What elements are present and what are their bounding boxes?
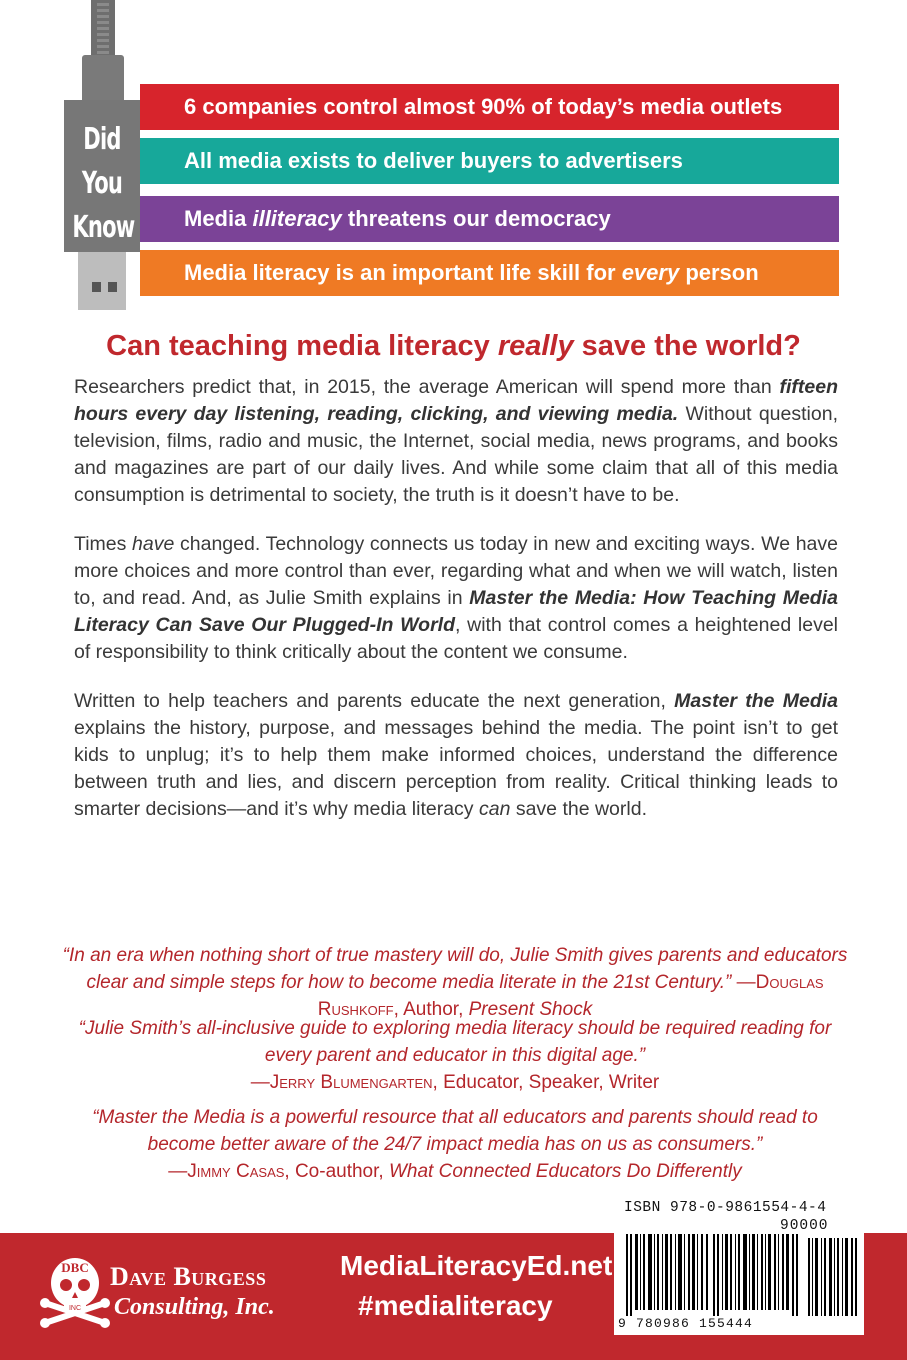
usb-connector-tip bbox=[78, 252, 126, 310]
website-url[interactable]: MediaLiteracyEd.net bbox=[340, 1250, 613, 1281]
fact-bar-companies bbox=[140, 84, 839, 130]
text: Without question, television, films, radio and music, the Internet, social media, news programs, and books and magazines are part of our daily lives. And while some claim that all of this media consumption is detrimental to society, the truth is it doesn’t have to be. bbox=[74, 403, 838, 506]
fact-text: 6 companies control almost 90% of today’s media outlets bbox=[184, 94, 783, 119]
did-you-know-line-2: You bbox=[81, 166, 123, 201]
price-addon-label: 90000 bbox=[780, 1218, 829, 1234]
publisher-subtitle: Consulting, Inc. bbox=[114, 1294, 275, 1320]
publisher-name: Dave Burgess bbox=[110, 1262, 267, 1291]
usb-neck bbox=[82, 55, 124, 100]
quote-work: What Connected Educators Do Differently bbox=[388, 1161, 742, 1182]
pirate-skull-logo-icon bbox=[40, 1248, 110, 1328]
headline-emphasis: really bbox=[497, 330, 574, 362]
fact-bar-life-skill bbox=[140, 250, 839, 296]
headline bbox=[0, 330, 907, 363]
headline-text: Can teaching media literacy bbox=[106, 330, 498, 362]
quote-dash: — bbox=[250, 1072, 270, 1093]
fact-emphasis: illiteracy bbox=[252, 206, 342, 231]
text: Written to help teachers and parents educate the next generation, bbox=[74, 690, 675, 712]
quote-author: Douglas Rushkoff bbox=[317, 972, 824, 1020]
testimonial-casas bbox=[60, 1104, 850, 1185]
italic-emphasis: have bbox=[132, 533, 175, 555]
fact-bar-advertisers bbox=[140, 138, 839, 184]
testimonial-rushkoff bbox=[60, 942, 850, 1023]
quote-dash: — bbox=[731, 972, 756, 993]
quote-text: “Julie Smith’s all-inclusive guide to exploring media literacy should be required reading for every parent and educator in this digital age.” bbox=[78, 1018, 832, 1066]
paragraph-1 bbox=[74, 374, 838, 509]
usb-cable bbox=[91, 0, 115, 55]
fact-emphasis: every bbox=[621, 260, 680, 285]
usb-slot-icon bbox=[108, 282, 117, 292]
isbn-label: ISBN 978-0-9861554-4-4 bbox=[624, 1200, 827, 1216]
fact-text: person bbox=[679, 260, 759, 285]
quote-role: , Educator, Speaker, Writer bbox=[432, 1072, 660, 1093]
headline-text: save the world? bbox=[573, 330, 801, 362]
fact-text: threatens our democracy bbox=[341, 206, 611, 231]
quote-author: Jerry Blumengarten bbox=[269, 1072, 433, 1093]
fact-text: All media exists to deliver buyers to advertisers bbox=[184, 148, 683, 173]
quote-text: “Master the Media is a powerful resource that all educators and parents should read to become better aware of the 24/7 impact media has on us as consumers.” bbox=[92, 1107, 818, 1155]
text: , with that control comes a heightened level of responsibility to think critically about the content we consume. bbox=[74, 614, 838, 663]
did-you-know-label bbox=[72, 118, 135, 250]
fact-bar-democracy bbox=[140, 196, 839, 242]
usb-slot-icon bbox=[92, 282, 101, 292]
text: Times bbox=[74, 533, 133, 555]
bold-emphasis: fifteen hours every day listening, reading, clicking, and viewing media. bbox=[74, 376, 838, 425]
paragraph-2 bbox=[74, 531, 838, 666]
quote-work: Present Shock bbox=[468, 999, 593, 1020]
quote-author: Jimmy Casas bbox=[187, 1161, 285, 1182]
text: Researchers predict that, in 2015, the average American will spend more than bbox=[74, 376, 780, 398]
quote-text: “In an era when nothing short of true mastery will do, Julie Smith gives parents and educators clear and simple steps for how to become media literate in the 21st Century.” bbox=[62, 945, 848, 993]
fact-text: Media bbox=[184, 206, 253, 231]
book-title: Master the Media bbox=[674, 690, 838, 712]
testimonial-blumengarten bbox=[60, 1015, 850, 1096]
quote-role: , Co-author, bbox=[284, 1161, 389, 1182]
svg-text:DBC: DBC bbox=[61, 1260, 89, 1275]
body-copy bbox=[74, 374, 838, 845]
hashtag: #medialiteracy bbox=[358, 1290, 553, 1321]
did-you-know-line-3: Know bbox=[72, 210, 135, 245]
quote-role: , Author, bbox=[393, 999, 469, 1020]
text: save the world. bbox=[510, 798, 647, 820]
fact-text: Media literacy is an important life skill for bbox=[184, 260, 622, 285]
svg-text:INC: INC bbox=[68, 1305, 82, 1312]
did-you-know-line-1: Did bbox=[83, 122, 121, 157]
ean-digits: 9 780986 155444 bbox=[618, 1316, 754, 1331]
text: changed. Technology connects us today in new and exciting ways. We have more choices and more control than ever, regarding what and when we will watch, listen to, and read. And, as Julie Smith explains in bbox=[74, 533, 838, 609]
quote-dash: — bbox=[168, 1161, 188, 1182]
paragraph-3 bbox=[74, 688, 838, 823]
italic-emphasis: can bbox=[478, 798, 511, 820]
book-title: Master the Media: How Teaching Media Literacy Can Save Our Plugged-In World bbox=[74, 587, 838, 636]
text: explains the history, purpose, and messages behind the media. The point isn’t to get kids to unplug; it’s to help them make informed choices, understand the difference between truth and lies, and discern perception from reality. Critical thinking leads to smarter decisions—and it’s why media literacy bbox=[74, 717, 838, 820]
barcode-bars-icon bbox=[626, 1234, 858, 1316]
